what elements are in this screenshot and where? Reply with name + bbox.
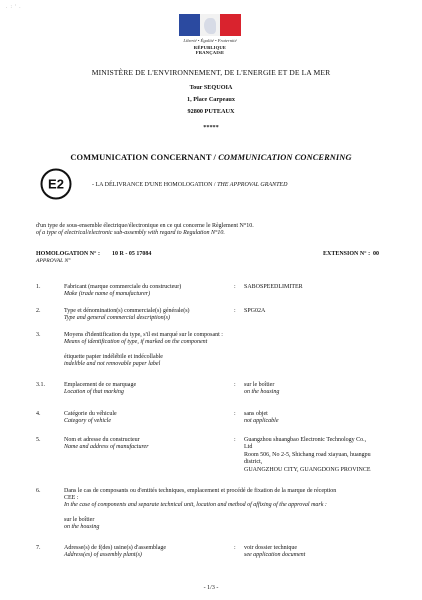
item-label-fr: Emplacement de ce marquage	[64, 382, 137, 388]
intro-fr: d'un type de sous-ensemble électrique/électronique en ce qui concerne le Règlement N°10.	[36, 223, 254, 229]
item-label-en: Type and general commercial description(s)	[64, 315, 170, 321]
item-number: 5.	[36, 437, 41, 443]
address-line-3: 92800 PUTEAUX	[187, 108, 235, 115]
item-label-en: Location of that marking	[64, 389, 124, 395]
extension-number: 00	[373, 251, 379, 257]
item6-fr: Dans le cas de composants ou d'entités techniques, emplacement et procédé de fixation de la marque de réception	[64, 488, 337, 494]
manufacturer-line: Room 506, No 2-5, Shichang road xiayuan, huangpu	[244, 452, 371, 458]
communication-heading	[0, 153, 422, 162]
marianne-profile-icon	[204, 18, 216, 34]
emark-label: E2	[48, 176, 64, 192]
item6-en: In the case of components and separate technical unit, location and method of affixing of the approval mark :	[64, 502, 327, 508]
item-number: 6.	[36, 488, 41, 494]
item-value: sur le boîtier	[244, 382, 275, 388]
address-line-1: Tour SEQUOIA	[189, 84, 233, 91]
item-value-en: see application document	[244, 552, 306, 558]
approval-label-en: APPROVAL N°	[36, 258, 71, 264]
item6-fr-cont: CEE :	[64, 495, 79, 501]
ministry-title: MINISTÈRE DE L'ENVIRONNEMENT, DE L'ENERGIE ET DE LA MER	[91, 68, 331, 77]
item-label-fr: Fabricant (marque commerciale du constructeur)	[64, 284, 182, 290]
separator-stars: *****	[203, 124, 219, 131]
item-label-fr: Adresse(s) de f(des) usine(s) d'assemblage	[64, 545, 167, 551]
heading-en: COMMUNICATION CONCERNING	[218, 153, 352, 162]
item-label-en: Category of vehicle	[64, 418, 111, 424]
e2-approval-mark-icon	[40, 168, 72, 200]
manufacturer-line: Ltd	[244, 444, 253, 450]
marking-label-en: indelible and not removable paper label	[64, 361, 161, 367]
item-value: SPG02A	[244, 308, 266, 314]
item-number: 2.	[36, 308, 41, 314]
item-number: 3.	[36, 332, 41, 338]
item-separator: :	[234, 411, 236, 417]
address-line-2: 1, Place Carpeaux	[187, 96, 235, 103]
approval-granted	[92, 182, 287, 188]
item-separator: :	[234, 437, 236, 443]
item-separator: :	[234, 284, 236, 290]
item-value: voir dossier technique	[244, 545, 297, 551]
item-value-en: on the housing	[244, 389, 280, 395]
republic-motto: Liberté • Égalité • Fraternité	[183, 38, 237, 43]
item-label-en: Means of identification of type, if marked on the component	[64, 339, 208, 345]
item-number: 3.1.	[36, 382, 45, 388]
item-value: SABOSPEEDLIMITER	[244, 284, 303, 290]
granted-en: THE APPROVAL GRANTED	[217, 182, 288, 188]
heading-fr: COMMUNICATION CONCERNANT /	[70, 153, 219, 162]
item-number: 7.	[36, 545, 41, 551]
manufacturer-line: GUANGZHOU CITY, GUANGDONG PROVINCE	[244, 467, 371, 473]
corner-scan-marks: . : ' .	[6, 5, 22, 10]
item-value-en: not applicable	[244, 418, 279, 424]
manufacturer-line: district,	[244, 459, 263, 465]
item-label-fr: Nom et adresse du constructeur	[64, 437, 140, 443]
item-label-fr: Catégorie du véhicule	[64, 411, 117, 417]
item-label-fr: Type et dénomination(s) commerciale(s) générale(s)	[64, 308, 190, 314]
intro-en: of a type of electrical/electronic sub-assembly with regard to Regulation N°10.	[36, 230, 225, 236]
extension-label: EXTENSION N° :	[323, 251, 371, 257]
republic-name: RÉPUBLIQUE FRANÇAISE	[193, 45, 227, 55]
item-label-en: Address(es) of assembly plant(s)	[64, 552, 142, 558]
item-value: sans objet	[244, 411, 268, 417]
marking-label-fr: étiquette papier indélébile et indécollable	[64, 354, 163, 360]
item-label-en: Name and address of manufacturer	[64, 444, 149, 450]
manufacturer-line: Guangzhou shuangbao Electronic Technology Co.,	[244, 437, 367, 443]
item6-value-en: on the housing	[64, 524, 100, 530]
item-separator: :	[234, 545, 236, 551]
tricolor-flag-icon	[179, 14, 241, 36]
item6-value: sur le boîtier	[64, 517, 95, 523]
item-label-fr: Moyens d'identification du type, s'il est marqué sur le composant :	[64, 332, 223, 338]
granted-fr: - LA DÉLIVRANCE D'UNE HOMOLOGATION /	[92, 182, 218, 188]
item-number: 1.	[36, 284, 41, 290]
homologation-number: 10 R - 05 17084	[112, 251, 152, 257]
homologation-label: HOMOLOGATION N° :	[36, 251, 100, 257]
item-label-en: Make (trade name of manufacturer)	[64, 291, 151, 297]
item-separator: :	[234, 382, 236, 388]
republic-logo	[179, 14, 241, 60]
item-separator: :	[234, 308, 236, 314]
item-number: 4.	[36, 411, 41, 417]
page-number: - 1/3 -	[203, 585, 219, 591]
